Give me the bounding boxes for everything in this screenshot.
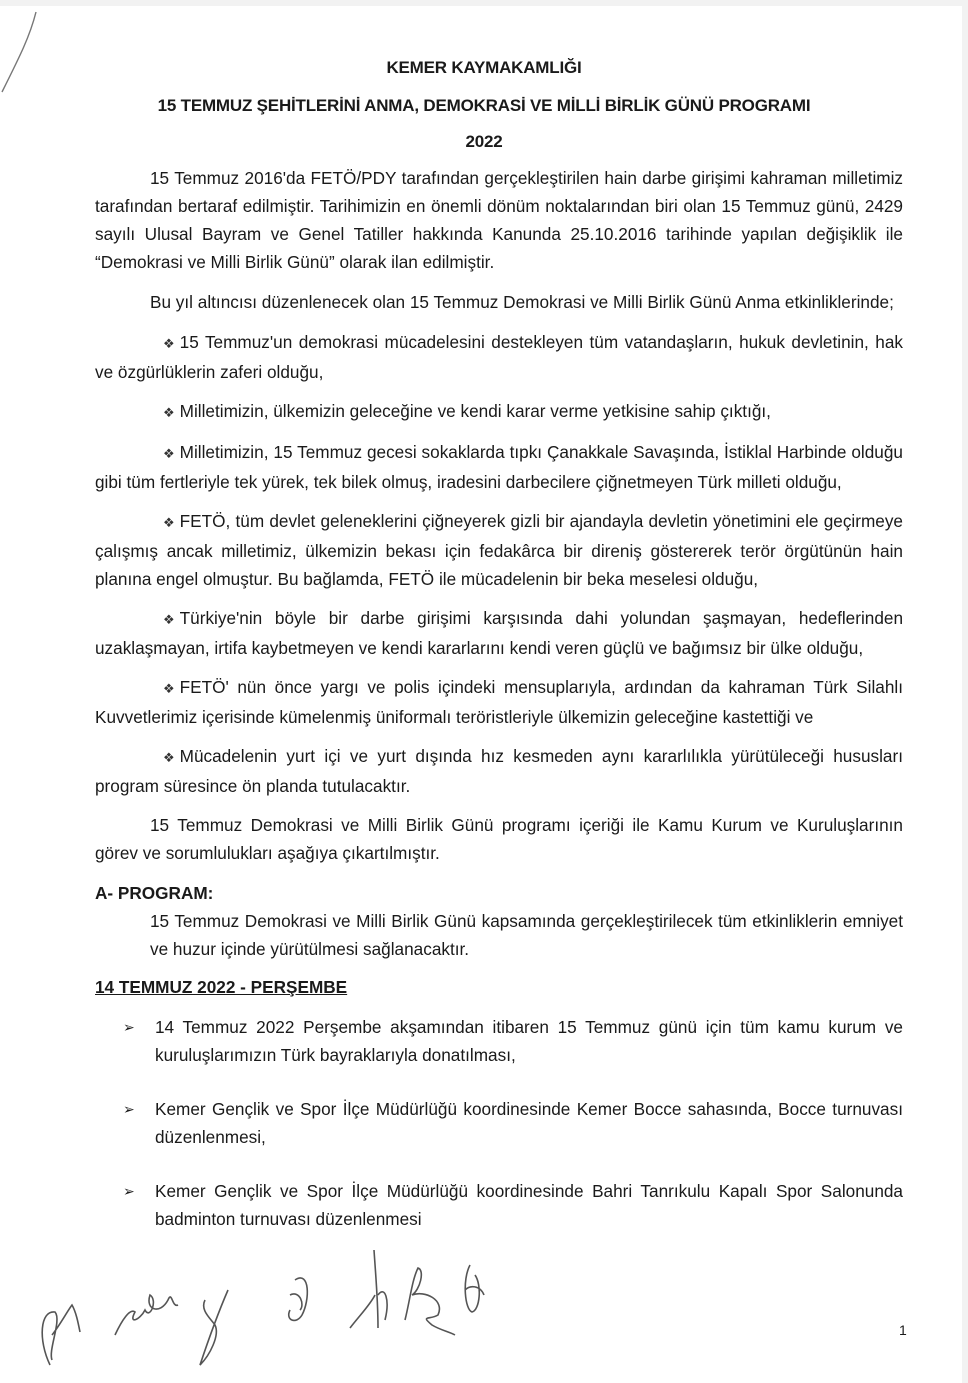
intro-paragraph-1: 15 Temmuz 2016'da FETÖ/PDY tarafından gerçekleştirilen hain darbe girişimi kahraman milletimiz tarafından bertaraf edilmiştir. Tarihimizin en önemli dönüm noktalarından biri olan 15 Temmuz günü, 2429 sayılı Ulusal Bayram ve Genel Tatiller hakkında Kanunda 25.10.2016 tarihinde yapılan değişiklik ile “Demokrasi ve Milli Birlik Günü” olarak ilan edilmiştir. [95, 168, 903, 272]
arrow-bullet-icon: ➢ [123, 1101, 135, 1117]
diamond-bullet-icon: ❖ [163, 750, 175, 765]
office-title: KEMER KAYMAKAMLIĞI [386, 58, 582, 77]
arrow-bullet-icon: ➢ [123, 1183, 135, 1199]
program-item: ➢ 14 Temmuz 2022 Perşembe akşamından itibaren 15 Temmuz günü için tüm kamu kurum ve kuruluşlarımızın Türk bayraklarıyla donatılması, [155, 1013, 903, 1069]
program-title: 15 TEMMUZ ŞEHİTLERİNİ ANMA, DEMOKRASİ VE MİLLİ BİRLİK GÜNÜ PROGRAMI [157, 96, 811, 115]
document-body [95, 164, 903, 1259]
bullet-item: ❖ Milletimizin, 15 Temmuz gecesi sokaklarda tıpkı Çanakkale Savaşında, İstiklal Harbinde olduğu gibi tüm fertleriyle tek yürek, tek bilek olmuş, iradesini darbecilere çiğnetmeyen Türk milleti olduğu, [95, 442, 903, 492]
diamond-bullet-icon: ❖ [163, 681, 175, 696]
signature-6-icon [405, 1268, 455, 1335]
diamond-bullet-icon: ❖ [163, 446, 175, 461]
diamond-bullet-icon: ❖ [163, 515, 175, 530]
program-item: ➢ Kemer Gençlik ve Spor İlçe Müdürlüğü koordinesinde Bahri Tanrıkulu Kapalı Spor Salonunda badminton turnuvası düzenlenmesi [155, 1177, 903, 1233]
signature-4-icon [289, 1278, 308, 1320]
page-number: 1 [899, 1322, 907, 1338]
closing-paragraph: 15 Temmuz Demokrasi ve Milli Birlik Günü programı içeriği ile Kamu Kurum ve Kuruluşlarının görev ve sorumlulukları aşağıya çıkartılmıştır. [95, 815, 903, 863]
signature-3-icon [200, 1290, 228, 1365]
bullet-item: ❖ FETÖ, tüm devlet geleneklerini çiğneyerek gizli bir ajandayla devletin yönetimini ele geçirmeye çalışmış ancak milletimiz, ülkemizin bekası için fedakârca bir direniş göstererek terör örgütünün hain planına engel olmuştur. Bu bağlamda, FETÖ ile mücadelenin bir beka meselesi olduğu, [95, 511, 903, 589]
signature-5-icon [350, 1250, 387, 1328]
pen-mark-icon [0, 6, 80, 106]
section-a-text: 15 Temmuz Demokrasi ve Milli Birlik Günü kapsamında gerçekleştirilecek tüm etkinliklerin emniyet ve huzur içinde yürütülmesi sağlanacaktır. [150, 911, 903, 959]
signatures-row [0, 1240, 968, 1380]
bullet-item: ❖ Milletimizin, ülkemizin geleceğine ve kendi karar verme yetkisine sahip çıktığı, [95, 397, 903, 427]
signature-1-icon [42, 1305, 80, 1365]
bullet-item: ❖ FETÖ' nün önce yargı ve polis içindeki mensuplarıyla, ardından da kahraman Türk Silahlı Kuvvetlerimiz içerisinde kümelenmiş üniformalı teröristleriyle ülkemizin geleceğine kastettiği ve [95, 677, 903, 727]
program-item: ➢ Kemer Gençlik ve Spor İlçe Müdürlüğü koordinesinde Kemer Bocce sahasında, Bocce turnuvası düzenlenmesi, [155, 1095, 903, 1151]
program-year: 2022 [465, 132, 503, 151]
day-heading: 14 TEMMUZ 2022 - PERŞEMBE [95, 977, 348, 997]
bullet-item: ❖ Mücadelenin yurt içi ve yurt dışında hız kesmeden aynı kararlılıkla yürütüleceği hususları program süresince ön planda tutulacaktır. [95, 746, 903, 796]
document-page [0, 6, 962, 1383]
signature-7-icon [465, 1265, 484, 1312]
bullet-item: ❖ 15 Temmuz'un demokrasi mücadelesini destekleyen tüm vatandaşların, hukuk devletinin, hak ve özgürlüklerin zaferi olduğu, [95, 332, 903, 382]
diamond-bullet-icon: ❖ [163, 336, 175, 351]
bullet-item: ❖ Türkiye'nin böyle bir darbe girişimi karşısında dahi yolundan şaşmayan, hedeflerinden uzaklaşmayan, irtifa kaybetmeyen ve kendi kararlarını kendi veren güçlü ve bağımsız bir ülke olduğu, [95, 608, 903, 658]
diamond-bullet-icon: ❖ [163, 405, 175, 420]
section-a-heading: A- PROGRAM: [95, 883, 214, 903]
diamond-bullet-icon: ❖ [163, 612, 175, 627]
intro-paragraph-2: Bu yıl altıncısı düzenlenecek olan 15 Temmuz Demokrasi ve Milli Birlik Günü Anma etkinliklerinde; [150, 292, 894, 312]
signature-2-icon [115, 1295, 178, 1335]
arrow-bullet-icon: ➢ [123, 1019, 135, 1035]
